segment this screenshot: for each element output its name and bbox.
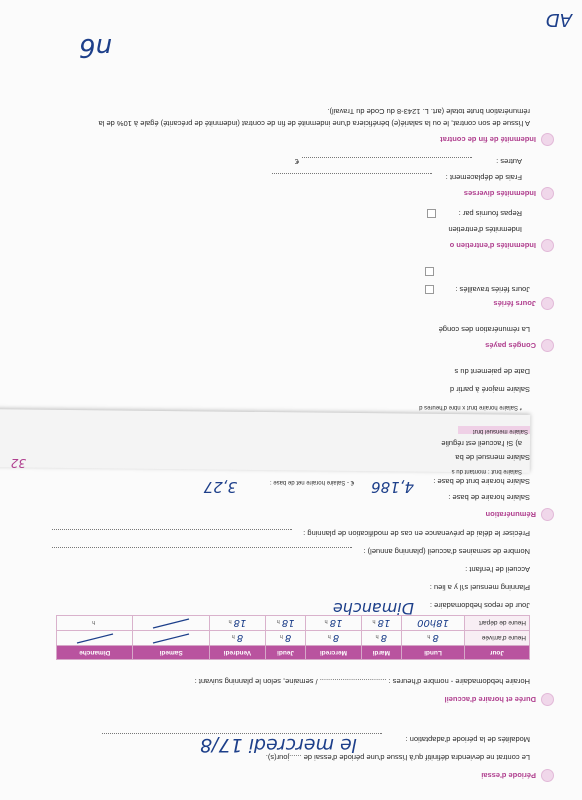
checkbox[interactable] — [427, 209, 436, 218]
section-number-badge — [541, 187, 554, 200]
monthly-base-salary-label: Salaire mensuel de ba — [455, 453, 530, 462]
hour-unit: h — [276, 618, 280, 625]
maintenance-allowance-label: Indemnités d'entretien — [448, 225, 522, 234]
section-number-badge — [541, 297, 554, 310]
section-title-duree: Durée et horaire d'accueil — [444, 695, 536, 704]
crossed-cell — [57, 631, 133, 646]
travel-costs-label: Frais de déplacement : — [445, 173, 522, 182]
row-label: Heure de départ — [465, 616, 530, 631]
trial-period-text: Le contrat ne deviendra définitif qu'à l'issue d'une période d'essai de ......jour(s). — [265, 753, 530, 762]
table-header: Dimanche — [57, 646, 133, 660]
hour-unit: h — [427, 633, 431, 640]
gross-salary-amount-label: Salaire brut : montant du s — [451, 468, 522, 474]
table-cell-value: 18 — [329, 617, 343, 629]
table-cell-value: 8 — [284, 632, 292, 644]
handwritten-rest-day: Dimanche — [332, 599, 414, 618]
section-number-badge — [541, 133, 554, 146]
hour-unit: h — [228, 618, 232, 625]
fill-line — [52, 529, 292, 530]
section-number-badge — [541, 508, 554, 521]
strike-mark — [151, 618, 191, 630]
handwritten-gross-wage: 4,186 — [371, 478, 414, 496]
small-footnote: * Salaire horaire brut x nbre d'heures d — [419, 404, 522, 410]
strike-mark — [151, 633, 191, 645]
crossed-cell — [133, 631, 209, 646]
handwritten-net-wage: 3,27 — [203, 478, 237, 496]
section-title-remuneration: Rémunération — [485, 510, 536, 519]
weeks-count-label: Nombre de semaines d'accueil (planning annuel) : — [363, 547, 530, 556]
table-cell-value: 8 — [236, 632, 244, 644]
row-label: Heure d'arrivée — [465, 631, 530, 646]
base-hourly-wage-label: Salaire horaire de base : — [448, 493, 530, 502]
table-row — [57, 631, 530, 646]
hour-unit: h — [327, 633, 331, 640]
fill-line — [52, 547, 352, 548]
rest-day-label: Jour de repos hebdomadaire : — [429, 601, 530, 610]
section-title-periode-essai: Période d'essai — [481, 771, 536, 780]
child-reception-label: Accueil de l'enfant : — [465, 565, 530, 574]
crossed-cell — [133, 616, 209, 631]
section-number-badge — [541, 769, 554, 782]
holidays-worked-label: Jours fériés travaillés : — [455, 285, 530, 294]
net-hourly-wage-label: € - Salaire horaire net de base : — [269, 479, 354, 485]
monthly-planning-label: Planning mensuel s'il y a lieu : — [429, 583, 530, 592]
table-cell-value: 18h00 — [417, 617, 449, 629]
adaptation-period-label: Modalités de la période d'adaptation : — [405, 735, 530, 744]
fill-line — [272, 173, 432, 174]
handwritten-trial-date: le mercredi 17/8 — [199, 734, 357, 756]
hour-unit: h — [324, 618, 328, 625]
payment-date-label: Date de paiement du s — [454, 367, 530, 376]
table-header: Mercredi — [306, 646, 361, 660]
end-of-contract-text: A l'issue de son contrat, le ou la salarié(e) bénéficiera d'une indemnité de fin de contrat (indemnité de précarité) égale à 10% de la — [98, 119, 530, 128]
table-cell-value: 8 — [380, 632, 388, 644]
margin-mark: 32 — [10, 456, 26, 470]
section-number-badge — [541, 339, 554, 352]
section-title-fin-contrat: Indemnité de fin de contrat — [440, 135, 536, 144]
handwritten-n6-mark: n6 — [78, 32, 112, 62]
table-cell-value: 18 — [233, 617, 247, 629]
table-header: Jour — [465, 646, 530, 660]
notice-delay-label: Préciser le délai de prévenance en cas de modification de planning : — [303, 529, 530, 538]
hour-unit: h — [279, 633, 283, 640]
table-header: Vendredi — [209, 646, 265, 660]
section-title-feries: Jours fériés — [493, 299, 536, 308]
hour-unit: h — [375, 633, 379, 640]
hour-unit: h — [231, 633, 235, 640]
handwritten-ad-mark: AD — [545, 9, 572, 30]
increased-wage-label: Salaire majoré à partir d — [449, 385, 530, 394]
weekly-hours-text: Horaire hebdomadaire - nombre d'heures : ................................ / semaine, selon le planning suivant : — [194, 677, 530, 686]
table-cell-value: 8 — [332, 632, 340, 644]
table-header: Samedi — [133, 646, 209, 660]
section-title-conges: Congés payés — [485, 341, 536, 350]
euro-symbol: € — [294, 157, 299, 166]
table-header: Lundi — [401, 646, 464, 660]
planning-table — [56, 615, 530, 660]
section-number-badge — [541, 693, 554, 706]
table-header: Mardi — [361, 646, 401, 660]
meals-provided-label: Repas fournis par : — [458, 209, 522, 218]
checkbox[interactable] — [425, 267, 434, 276]
table-header: Jeudi — [265, 646, 305, 660]
table-cell-value: 18 — [377, 617, 391, 629]
section-number-badge — [541, 239, 554, 252]
strike-mark — [75, 633, 115, 645]
hour-unit: h — [92, 619, 96, 626]
table-row — [57, 616, 530, 631]
fill-line — [302, 157, 472, 158]
pink-field-text: Salaire mensuel brut — [472, 428, 528, 434]
section-title-diverses: Indemnités diverses — [463, 189, 536, 198]
end-of-contract-text-2: rémunération brute totale (art. L. 1243-8 du Code du Travail). — [327, 107, 530, 116]
table-cell-value: 8 — [432, 632, 439, 644]
section-title-entretien: Indemnités d'entretien o — [449, 241, 536, 250]
other-costs-label: Autres : — [496, 157, 522, 166]
paid-leave-text: La rémunération des congé — [438, 325, 530, 334]
gross-hourly-wage-label: Salaire horaire brut de base : — [433, 477, 530, 486]
hour-unit: h — [372, 618, 376, 625]
table-cell-value: 18 — [281, 617, 295, 629]
pink-field-label — [458, 426, 530, 434]
regular-reception-label: a) Si l'accueil est régulie — [441, 439, 522, 448]
checkbox[interactable] — [425, 285, 434, 294]
